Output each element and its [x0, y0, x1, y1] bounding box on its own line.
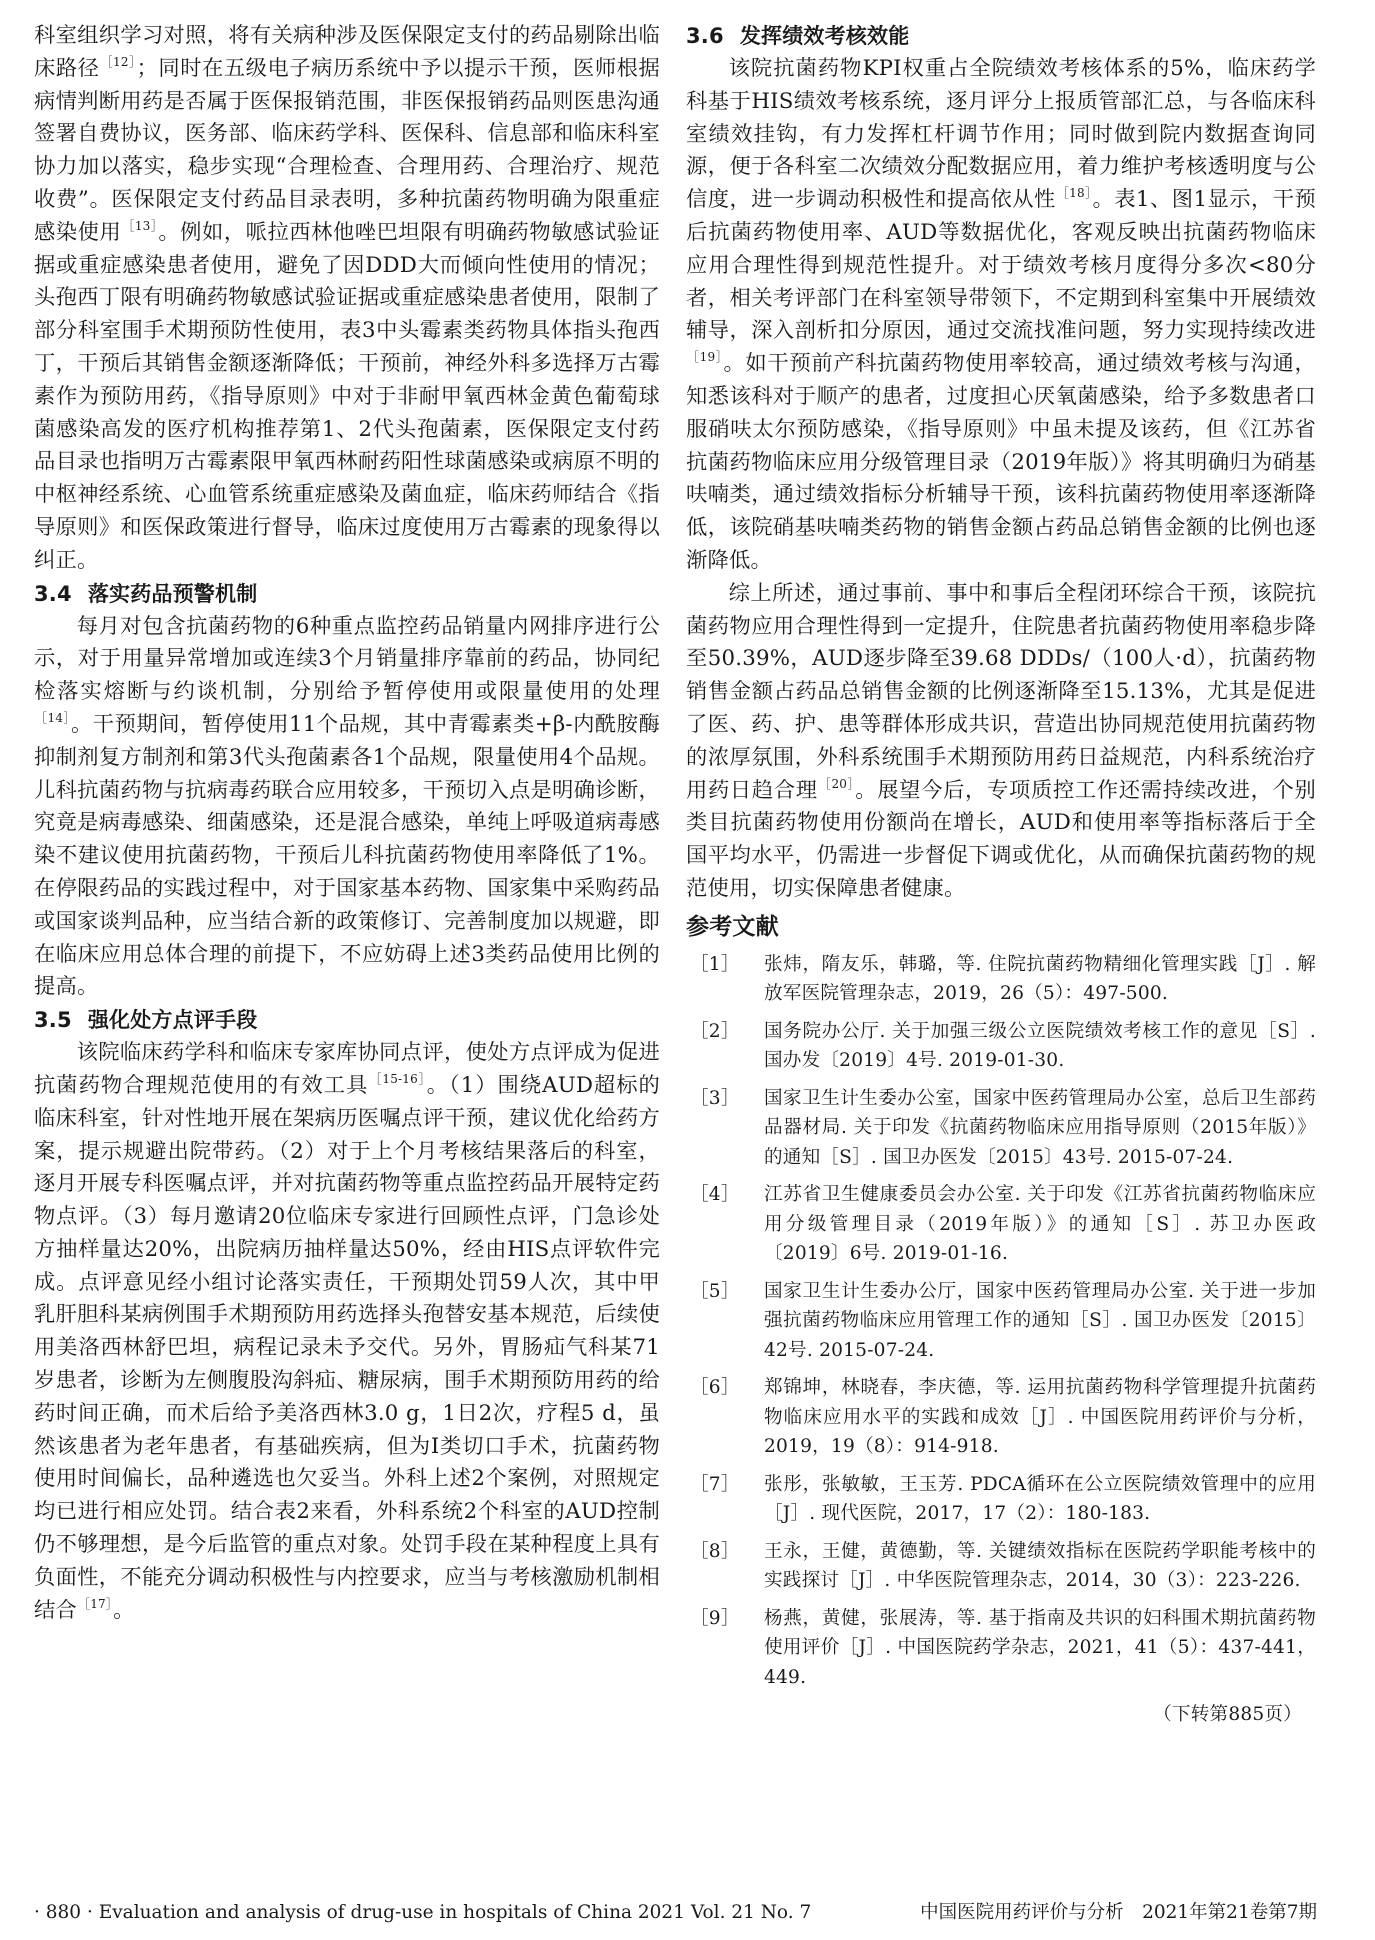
reference-list: [686, 950, 1316, 1693]
citation[interactable]: ［18］: [1056, 186, 1092, 201]
reference-item: ［4］ 江苏省卫生健康委员会办公室. 关于印发《江苏省抗菌药物临床应用分级管理目录（2019年版）》的通知［S］. 苏卫办医政〔2019〕6号. 2019-01-16.: [690, 1184, 1316, 1265]
right-column: [686, 20, 1316, 1730]
body-paragraph: 科室组织学习对照，将有关病种涉及医保限定支付的药品剔除出临床路径$^{[12]}$；同时在五级电子病历系统中予以提示干预，医师根据病情判断用药是否属于医保报销范围，非医保报销药品则医患沟通签署自费协议，医务部、临床药学科、医保科、信息部和临床科室协力加以落实，稳步实现“合理检查、合理用药、合理治疗、规范收费”。医保限定支付药品目录表明，多种抗菌药物明确为限重症感染使用$^{[13]}$。例如，哌拉西林他唑巴坦限有明确药物敏感试验证据或重症感染患者使用，避免了因DDD大而倾向性使用的情况；头孢西丁限有明确药物敏感试验证据或重症感染患者使用，限制了部分科室围手术期预防性使用，表3中头霉素类药物具体指头孢西丁，干预后其销售金额逐渐降低；干预前，神经外科多选择万古霉素作为预防用药，《指导原则》中对于非耐甲氧西林金黄色葡萄球菌感染高发的医疗机构推荐第1、2代头孢菌素，医保限定支付药品目录也指明万古霉素限甲氧西林耐药阳性球菌感染或病原不明的中枢神经系统、心血管系统重症感染及菌血症，临床药师结合《指导原则》和医保政策进行督导，临床过度使用万古霉素的现象得以纠正。: [34, 23, 660, 573]
continued-note: （下转第885页）: [1153, 1704, 1302, 1726]
citation[interactable]: ［17］: [78, 1596, 113, 1611]
citation[interactable]: ［13］: [122, 218, 158, 233]
citation[interactable]: ［19］: [687, 350, 723, 365]
body-paragraph: 该院临床药学科和临床专家库协同点评，使处方点评成为促进抗菌药物合理规范使用的有效工具$^{[15-16]}$。（1）围绕AUD超标的临床科室，针对性地开展在架病历医嘱点评干预，建议优化给药方案，提示规避出院带药。（2）对于上个月考核结果落后的科室，逐月开展专科医嘱点评，并对抗菌药物等重点监控药品开展特定药物点评。（3）每月邀请20位临床专家进行回顾性点评，门急诊处方抽样量达20%，出院病历抽样量达50%，经由HIS点评软件完成。点评意见经小组讨论落实责任，干预期处罚59人次，其中甲乳肝胆科某病例围手术期预防用药选择头孢替安基本规范，后续使用美洛西林舒巴坦，病程记录未予交代。另外，胃肠疝气科某71岁患者，诊断为左侧腹股沟斜疝、糖尿病，围手术期预防用药的给药时间正确，而术后给予美洛西林3.0 g，1日2次，疗程5 d，虽然该患者为老年患者，有基础疾病，但为Ⅰ类切口手术，抗菌药物使用时间偏长，品种遴选也欠妥当。外科上述2个案例，对照规定均已进行相应处罚。结合表2来看，外科系统2个科室的AUD控制仍不够理想，是今后监管的重点对象。处罚手段在某种程度上具有负面性，不能充分调动积极性与内控要求，应当与考核激励机制相结合$^{[17]}$。: [34, 1040, 660, 1623]
reference-item: ［3］ 国家卫生计生委办公室，国家中医药管理局办公室，总后卫生部药品器材局. 关于印发《抗菌药物临床应用指导原则（2015年版）》的通知［S］. 国卫办医发〔2015〕43号. 2015-07-24.: [690, 1087, 1316, 1168]
body-paragraph: 该院抗菌药物KPI权重占全院绩效考核体系的5%，临床药学科基于HIS绩效考核系统，逐月评分上报质管部汇总，与各临床科室绩效挂钩，有力发挥杠杆调节作用；同时做到院内数据查询同源，便于各科室二次绩效分配数据应用，着力维护考核透明度与公信度，进一步调动积极性和提高依从性$^{[18]}$。表1、图1显示，干预后抗菌药物使用率、AUD等数据优化，客观反映出抗菌药物临床应用合理性得到规范性提升。对于绩效考核月度得分多次<80分者，相关考评部门在科室领导带领下，不定期到科室集中开展绩效辅导，深入剖析扣分原因，通过交流找准问题，努力实现持续改进$^{[19]}$。如干预前产科抗菌药物使用率较高，通过绩效考核与沟通，知悉该科对于顺产的患者，过度担心厌氧菌感染，给予多数患者口服硝呋太尔预防感染，《指导原则》中虽未提及该药，但《江苏省抗菌药物临床应用分级管理目录（2019年版）》将其明确归为硝基呋喃类，通过绩效指标分析辅导干预，该科抗菌药物使用率逐渐降低，该院硝基呋喃类药物的销售金额占药品总销售金额的比例也逐渐降低。: [686, 56, 1316, 573]
citation[interactable]: ［14］: [35, 710, 70, 725]
section-heading-3-5: 3.5 强化处方点评手段: [34, 1008, 258, 1033]
left-column: [34, 20, 660, 1627]
reference-item: ［5］ 国家卫生计生委办公厅，国家中医药管理局办公室. 关于进一步加强抗菌药物临床应用管理工作的通知［S］. 国卫办医发〔2015〕42号. 2015-07-24.: [690, 1280, 1316, 1361]
reference-item: ［9］ 杨燕，黄健，张展涛，等. 基于指南及共识的妇科围术期抗菌药物使用评价［J］. 中国医院药学杂志，2021，41（5）：437-441，449.: [690, 1607, 1316, 1688]
section-heading-3-4: 3.4 落实药品预警机制: [34, 581, 258, 606]
citation[interactable]: ［15-16］: [369, 1071, 426, 1086]
citation[interactable]: ［20］: [818, 776, 855, 791]
citation[interactable]: ［12］: [100, 54, 136, 69]
footer-journal-chinese: 中国医院用药评价与分析 2021年第21卷第7期: [920, 1902, 1317, 1923]
body-paragraph: 综上所述，通过事前、事中和事后全程闭环综合干预，该院抗菌药物应用合理性得到一定提升，住院患者抗菌药物使用率稳步降至50.39%，AUD逐步降至39.68 DDDs/（100人·d），抗菌药物销售金额占药品总销售金额的比例逐渐降至15.13%，尤其是促进了医、药、护、患等群体形成共识，营造出协同规范使用抗菌药物的浓厚氛围，外科系统围手术期预防用药日益规范，内科系统治疗用药日趋合理$^{[20]}$。展望今后，专项质控工作还需持续改进，个别类目抗菌药物使用份额尚在增长，AUD和使用率等指标落后于全国平均水平，仍需进一步督促下调或优化，从而确保抗菌药物的规范使用，切实保障患者健康。: [686, 580, 1316, 901]
references-heading: 参考文献: [686, 913, 779, 940]
section-heading-3-6: 3.6 发挥绩效考核效能: [686, 24, 910, 48]
body-paragraph: 每月对包含抗菌药物的6种重点监控药品销量内网排序进行公示，对于用量异常增加或连续3个月销量排序靠前的药品，协同纪检落实熔断与约谈机制，分别给予暂停使用或限量使用的处理$^{[14]}$。干预期间，暂停使用11个品规，其中青霉素类+β-内酰胺酶抑制剂复方制剂和第3代头孢菌素各1个品规，限量使用4个品规。儿科抗菌药物与抗病毒药联合应用较多，干预切入点是明确诊断，究竟是病毒感染、细菌感染，还是混合感染，单纯上呼吸道病毒感染不建议使用抗菌药物，干预后儿科抗菌药物使用率降低了1%。在停限药品的实践过程中，对于国家基本药物、国家集中采购药品或国家谈判品种，应当结合新的政策修订、完善制度加以规避，即在临床应用总体合理的前提下，不应妨碍上述3类药品使用比例的提高。: [34, 613, 660, 1000]
reference-item: ［6］ 郑锦坤，林晓春，李庆德，等. 运用抗菌药物科学管理提升抗菌药物临床应用水平的实践和成效［J］. 中国医院用药评价与分析，2019，19（8）：914-918.: [690, 1377, 1316, 1458]
reference-item: ［2］ 国务院办公厅. 关于加强三级公立医院绩效考核工作的意见［S］. 国办发〔2019〕4号. 2019-01-30.: [690, 1020, 1316, 1072]
footer-journal-english: · 880 · Evaluation and analysis of drug-use in hospitals of China 2021 Vol. 21 No. 7: [34, 1902, 812, 1923]
reference-item: ［8］ 王永，王健，黄德勤，等. 关键绩效指标在医院药学职能考核中的实践探讨［J］. 中华医院管理杂志，2014，30（3）：223-226.: [690, 1540, 1316, 1592]
reference-item: ［7］ 张彤，张敏敏，王玉芳. PDCA循环在公立医院绩效管理中的应用［J］. 现代医院，2017，17（2）：180-183.: [690, 1473, 1316, 1525]
reference-item: ［1］ 张炜，隋友乐，韩璐，等. 住院抗菌药物精细化管理实践［J］. 解放军医院管理杂志，2019，26（5）：497-500.: [690, 953, 1316, 1005]
